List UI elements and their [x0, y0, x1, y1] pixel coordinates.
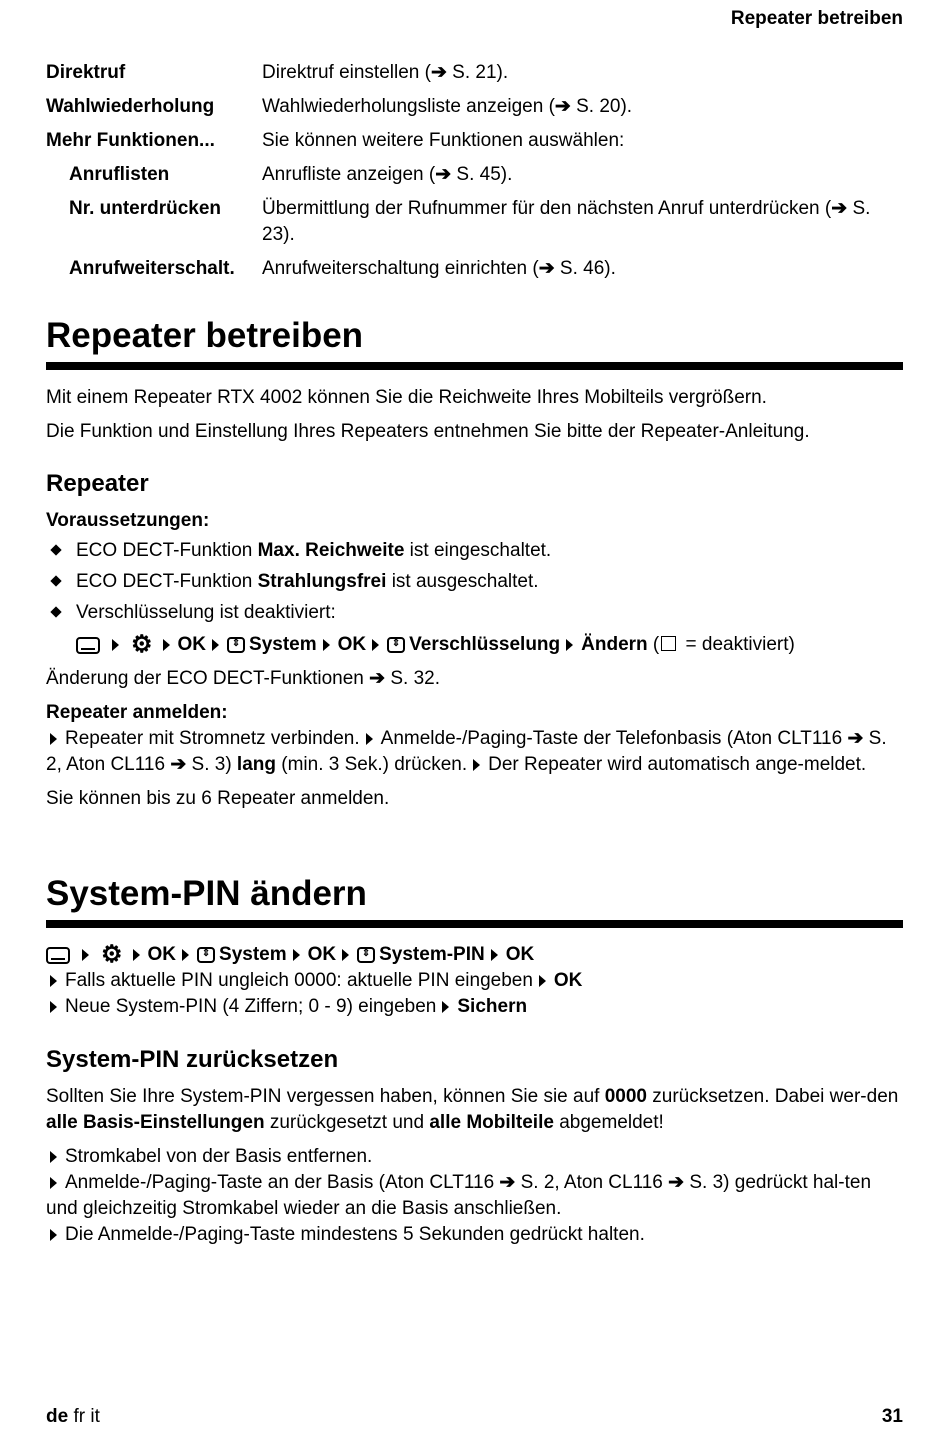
definition-term: Anruflisten [69, 164, 170, 185]
gear-icon: ⚙ [131, 631, 153, 658]
max-repeaters-note: Sie können bis zu 6 Repeater anmelden. [46, 788, 390, 810]
diamond-bullet-icon [50, 575, 61, 586]
arrow-icon: ➔ [435, 164, 452, 185]
arrow-icon: ➔ [499, 1172, 516, 1193]
step-arrow-icon [566, 639, 573, 651]
step-arrow-icon [442, 1001, 449, 1013]
system-pin-steps [46, 942, 903, 1020]
step-arrow-icon [212, 639, 219, 651]
step-arrow-icon [491, 949, 498, 961]
nav-key-icon: ⇕ [197, 947, 215, 963]
list-item: Verschlüsselung ist deaktiviert: [46, 600, 903, 626]
definition-row [46, 60, 903, 86]
step-arrow-icon [50, 1229, 57, 1241]
step-arrow-icon [50, 733, 57, 745]
diamond-bullet-icon [50, 606, 61, 617]
reset-paragraph: Sollten Sie Ihre System-PIN vergessen haben, können Sie sie auf 0000 zurücksetzen. Dabei wer-den alle Basis-Einstellungen zurückgesetzt und alle Mobilteile abgemeldet! [46, 1086, 899, 1133]
running-head: Repeater betreiben [730, 8, 903, 29]
repeater-intro [46, 385, 903, 445]
definition-term: Nr. unterdrücken [69, 198, 222, 219]
step-arrow-icon [50, 1001, 57, 1013]
list-item: ECO DECT-Funktion Max. Reichweite ist eingeschaltet. [46, 538, 903, 564]
menu-path: ⚙ OK ⇕ System OK ⇕ System-PIN OK [46, 942, 903, 968]
menu-key-icon [76, 637, 100, 654]
step-arrow-icon [82, 949, 89, 961]
definition-term: Mehr Funktionen... [46, 130, 215, 151]
step-arrow-icon [133, 949, 140, 961]
section-rule [46, 362, 903, 370]
step-arrow-icon [50, 975, 57, 987]
definition-desc: Wahlwiederholungsliste anzeigen (➔ S. 20). [262, 94, 903, 120]
step-arrow-icon [112, 639, 119, 651]
definition-desc: Direktruf einstellen (➔ S. 21). [262, 60, 903, 86]
step-arrow-icon [293, 949, 300, 961]
diamond-bullet-icon [50, 544, 61, 555]
reset-step: Anmelde-/Paging-Taste an der Basis (Aton CLT116 ➔ S. 2, Aton CL116 ➔ S. 3) gedrückt hal-ten und gleichzeitig Stromkabel wieder an die Basis anschließen. [46, 1172, 872, 1219]
gear-icon: ⚙ [101, 941, 123, 968]
intro-line: Mit einem Repeater RTX 4002 können Sie die Reichweite Ihres Mobilteils vergrößern. [46, 387, 767, 408]
section-title-system-pin: System-PIN ändern [46, 874, 367, 913]
arrow-icon: ➔ [170, 754, 187, 776]
definition-desc: Übermittlung der Rufnummer für den nächsten Anruf unterdrücken (➔ S. 23). [262, 198, 871, 245]
arrow-icon: ➔ [668, 1172, 685, 1193]
register-label: Repeater anmelden: [46, 702, 228, 724]
intro-line: Die Funktion und Einstellung Ihres Repeaters entnehmen Sie bitte der Repeater-Anleitung. [46, 421, 810, 442]
step-arrow-icon [473, 759, 480, 771]
arrow-icon: ➔ [847, 728, 864, 750]
language-indicator: de fr it [46, 1406, 100, 1427]
function-definition-table [46, 60, 903, 290]
arrow-icon: ➔ [554, 96, 571, 117]
step-arrow-icon [372, 639, 379, 651]
nav-key-icon: ⇕ [227, 637, 245, 653]
definition-desc: Sie können weitere Funktionen auswählen: [262, 130, 625, 151]
section-title-repeater: Repeater betreiben [46, 316, 364, 355]
pin-reset-body [46, 1084, 903, 1248]
nav-key-icon: ⇕ [357, 947, 375, 963]
list-item: ECO DECT-Funktion Strahlungsfrei ist ausgeschaltet. [46, 569, 903, 595]
definition-row [46, 128, 903, 154]
arrow-icon: ➔ [369, 668, 386, 690]
definition-row [46, 196, 903, 248]
arrow-icon: ➔ [538, 258, 555, 279]
section-rule [46, 920, 903, 928]
step-arrow-icon [366, 733, 373, 745]
nav-key-icon: ⇕ [387, 637, 405, 653]
arrow-icon: ➔ [430, 62, 447, 83]
definition-term: Anrufweiterschalt. [69, 258, 235, 279]
step-arrow-icon [323, 639, 330, 651]
page-number: 31 [881, 1406, 903, 1427]
definition-term: Direktruf [46, 62, 126, 83]
definition-desc: Anrufweiterschaltung einrichten (➔ S. 46). [262, 256, 903, 282]
reset-step: Die Anmelde-/Paging-Taste mindestens 5 Sekunden gedrückt halten. [46, 1222, 903, 1248]
reset-step: Stromkabel von der Basis entfernen. [46, 1144, 903, 1170]
eco-change-note: Änderung der ECO DECT-Funktionen ➔ S. 32. [46, 666, 903, 692]
step-arrow-icon [50, 1177, 57, 1189]
register-steps: Repeater mit Stromnetz verbinden. Anmelde-/Paging-Taste der Telefonbasis (Aton CLT116 ➔ S. 2, Aton CL116 ➔ S. 3) lang (min. 3 Sek.) drücken. Der Repeater wird automatisch ange-meldet. [46, 726, 903, 778]
checkbox-icon [661, 636, 676, 651]
pin-step: Neue System-PIN (4 Ziffern; 0 - 9) eingeben Sichern [46, 994, 903, 1020]
prereq-label: Voraussetzungen: [46, 510, 210, 531]
definition-row [46, 94, 903, 120]
step-arrow-icon [342, 949, 349, 961]
step-arrow-icon [539, 975, 546, 987]
step-arrow-icon [163, 639, 170, 651]
definition-desc: Anrufliste anzeigen (➔ S. 45). [262, 162, 903, 188]
definition-row [46, 256, 903, 282]
subsection-title-repeater: Repeater [46, 470, 149, 497]
definition-row [46, 162, 903, 188]
menu-path: ⚙ OK ⇕ System OK ⇕ Verschlüsselung Ändern ( = deaktiviert) [46, 632, 903, 658]
menu-key-icon [46, 947, 70, 964]
step-arrow-icon [182, 949, 189, 961]
prerequisites [46, 508, 903, 812]
definition-term: Wahlwiederholung [46, 96, 215, 117]
pin-step: Falls aktuelle PIN ungleich 0000: aktuelle PIN eingeben OK [46, 968, 903, 994]
subsection-title-pin-reset: System-PIN zurücksetzen [46, 1046, 339, 1073]
arrow-icon: ➔ [831, 198, 848, 219]
step-arrow-icon [50, 1151, 57, 1163]
